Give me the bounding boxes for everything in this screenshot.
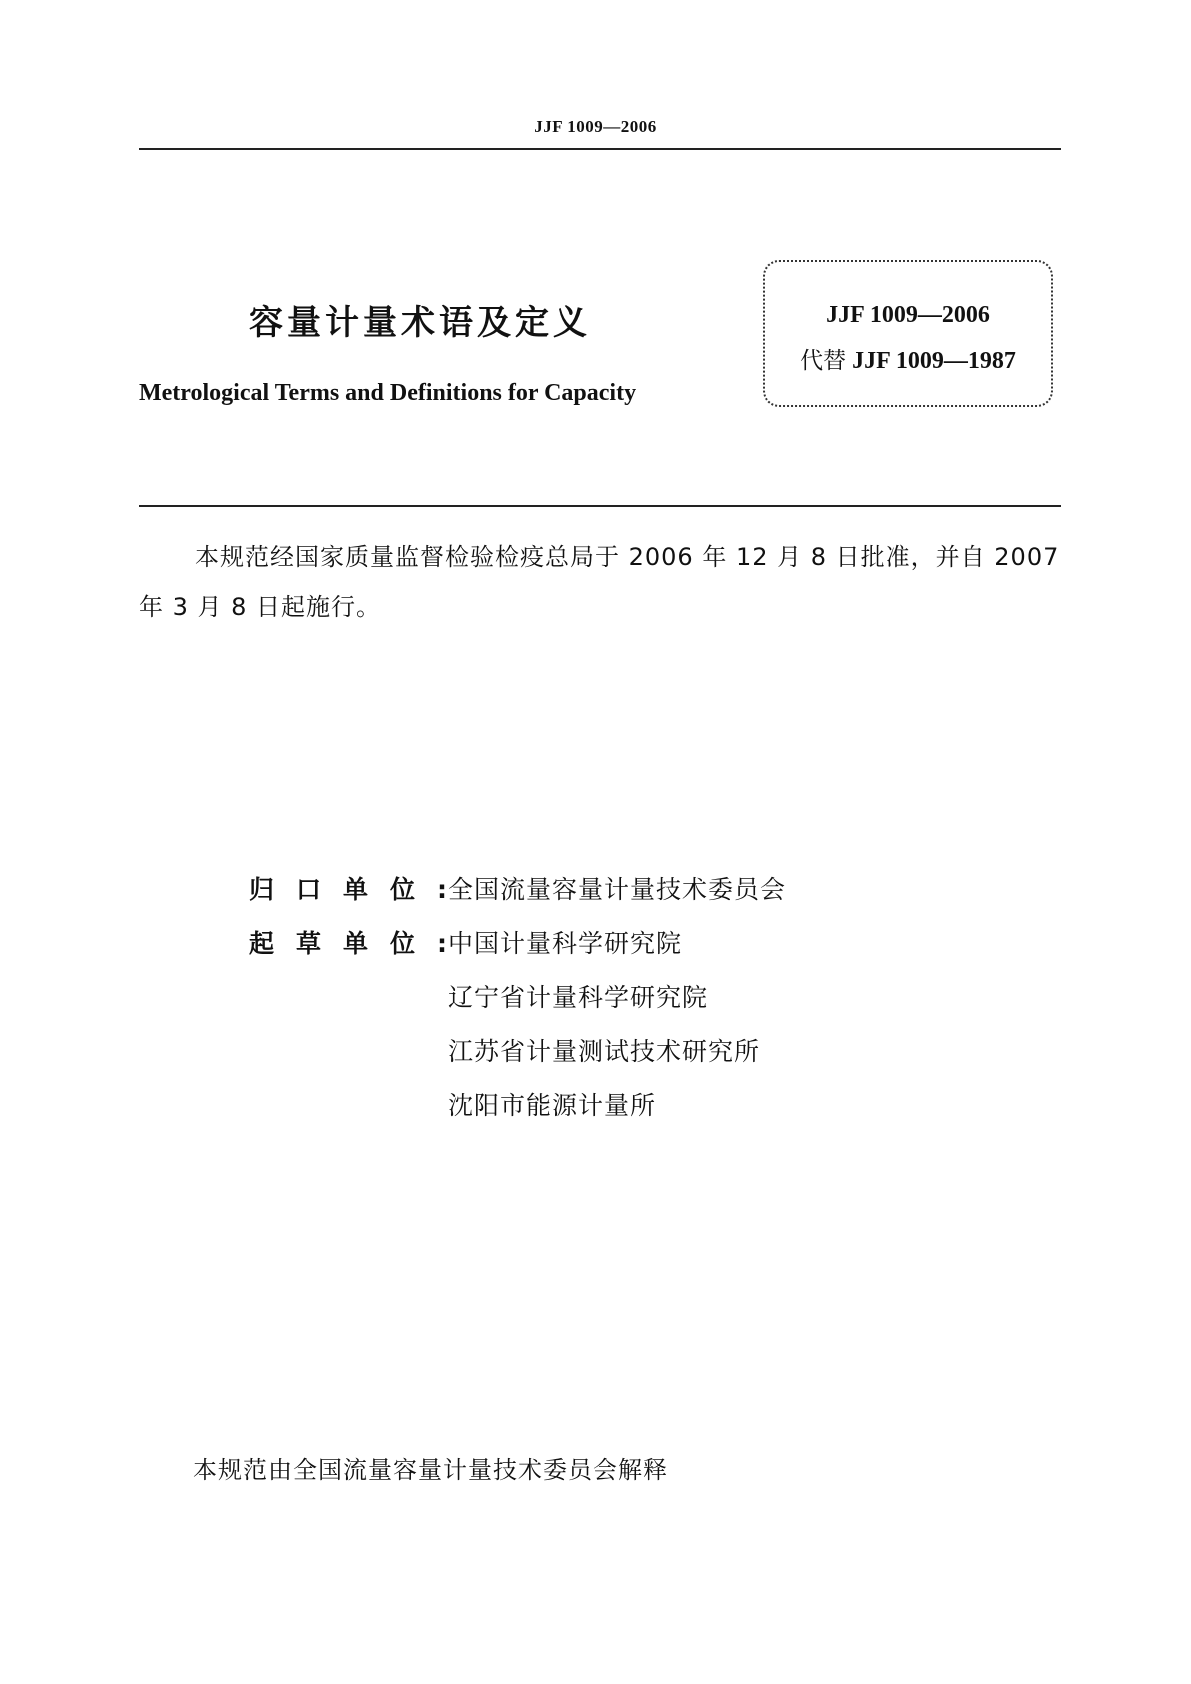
title-divider <box>139 505 1061 507</box>
standard-code-frame <box>763 260 1053 407</box>
drafting-unit-label: 起草单位: <box>249 929 469 958</box>
header-divider <box>139 148 1061 150</box>
approval-statement: 本规范经国家质量监督检验检疫总局于 2006 年 12 月 8 日批准，并自 2007 年 3 月 8 日起施行。 <box>139 543 1060 621</box>
interpretation-note: 本规范由全国流量容量计量技术委员会解释 <box>193 1456 668 1484</box>
responsible-unit: 全国流量容量计量技术委员会 <box>448 875 787 904</box>
drafting-unit: 中国计量科学研究院 <box>448 929 683 958</box>
standard-code: JJF 1009—2006 <box>826 302 990 328</box>
drafting-unit: 沈阳市能源计量所 <box>448 1091 657 1120</box>
replaces-prefix: 代替 <box>800 348 847 374</box>
replaced-code: JJF 1009—1987 <box>852 348 1016 374</box>
document-title-chinese: 容量计量术语及定义 <box>249 303 591 343</box>
running-header-code: JJF 1009—2006 <box>534 117 657 136</box>
responsible-unit-label: 归口单位: <box>249 875 469 904</box>
drafting-unit: 江苏省计量测试技术研究所 <box>448 1037 761 1066</box>
document-title-english: Metrological Terms and Definitions for Capacity <box>139 380 637 406</box>
drafting-unit: 辽宁省计量科学研究院 <box>448 983 709 1012</box>
replaces-standard <box>763 342 1053 375</box>
